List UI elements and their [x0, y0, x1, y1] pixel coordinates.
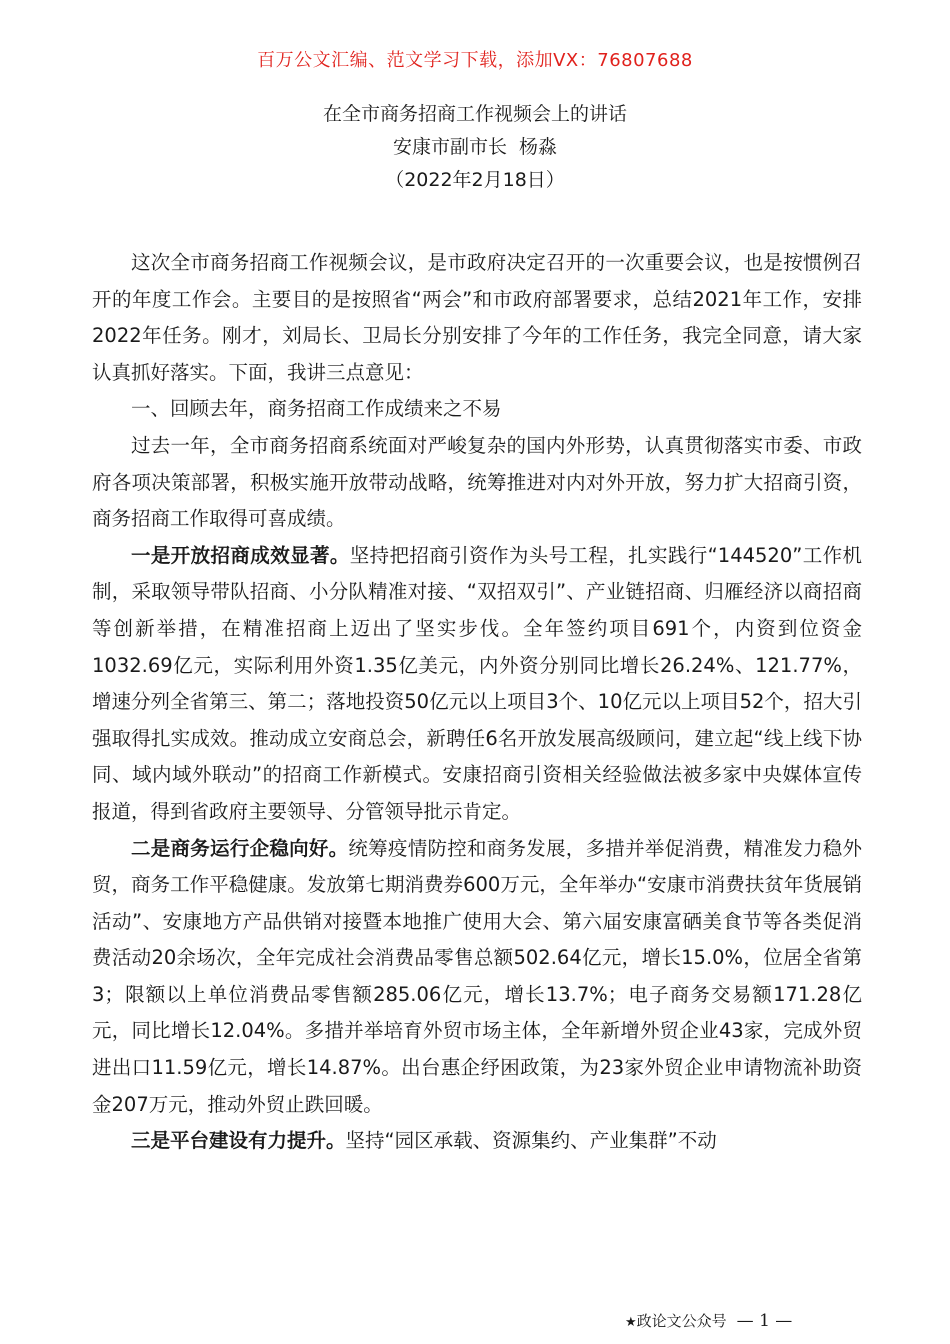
- point-2-text: 统筹疫情防控和商务发展，多措并举促消费，精准发力稳外贸，商务工作平稳健康。发放第七期消费券600万元，全年举办“安康市消费扶贫年货展销活动”、安康地方产品供销对接暨本地推广使用大会、第六届安康富硒美食节等各类促消费活动20余场次，全年完成社会消费品零售总额502.64亿元，增长15.0%，位居全省第3；限额以上单位消费品零售额285.06亿元，增长13.7%；电子商务交易额171.28亿元，同比增长12.04%。多措并举培育外贸市场主体，全年新增外贸企业43家，完成外贸进出口11.59亿元，增长14.87%。出台惠企纾困政策，为23家外贸企业申请物流补助资金207万元，推动外贸止跌回暖。: [92, 836, 862, 1116]
- point-1-lead: 一是开放招商成效显著。: [131, 543, 350, 567]
- speech-body: [92, 245, 862, 1160]
- speaker-line: 安康市副市长 杨淼: [392, 136, 558, 158]
- star-icon: ★: [625, 1315, 637, 1330]
- speech-title: 在全市商务招商工作视频会上的讲话: [322, 103, 627, 125]
- paragraph-point-3: [92, 1123, 862, 1160]
- paragraph-point-2: [92, 831, 862, 1124]
- paragraph-intro: 这次全市商务招商工作视频会议，是市政府决定召开的一次重要会议，也是按惯例召开的年度工作会。主要目的是按照省“两会”和市政府部署要求，总结2021年工作，安排2022年任务。刚才，刘局长、卫局长分别安排了今年的工作任务，我完全同意，请大家认真抓好落实。下面，我讲三点意见：: [92, 251, 862, 384]
- paragraph-review: 过去一年，全市商务招商系统面对严峻复杂的国内外形势，认真贯彻落实市委、市政府各项决策部署，积极实施开放带动战略，统筹推进对内对外开放，努力扩大招商引资，商务招商工作取得可喜成绩。: [92, 433, 862, 531]
- paragraph-point-1: [92, 538, 862, 831]
- point-1-text: 坚持把招商引资作为头号工程，扎实践行“144520”工作机制，采取领导带队招商、小分队精准对接、“双招双引”、产业链招商、归雁经济以商招商等创新举措，在精准招商上迈出了坚实步伐。全年签约项目691个，内资到位资金1032.69亿元，实际利用外资1.35亿美元，内外资分别同比增长26.24%、121.77%，增速分列全省第三、第二；落地投资50亿元以上项目3个、10亿元以上项目52个，招大引强取得扎实成效。推动成立安商总会，新聘任6名开放发展高级顾问，建立起“线上线下协同、域内域外联动”的招商工作新模式。安康招商引资相关经验做法被多家中央媒体宣传报道，得到省政府主要领导、分管领导批示肯定。: [92, 543, 862, 823]
- speech-header: [0, 98, 950, 197]
- point-3-text: 坚持“园区承载、资源集约、产业集群”不动: [345, 1129, 717, 1153]
- page-number: — 1 —: [736, 1311, 793, 1331]
- section-heading-1: 一、回顾去年，商务招商工作成绩来之不易: [131, 397, 502, 421]
- promo-banner: 百万公文汇编、范文学习下载，添加VX：76807688: [257, 50, 693, 71]
- page-footer: [625, 1310, 792, 1331]
- point-3-lead: 三是平台建设有力提升。: [131, 1129, 346, 1153]
- speech-date: （2022年2月18日）: [385, 169, 565, 191]
- point-2-lead: 二是商务运行企稳向好。: [131, 836, 349, 860]
- footer-source: 政论文公众号: [636, 1312, 727, 1330]
